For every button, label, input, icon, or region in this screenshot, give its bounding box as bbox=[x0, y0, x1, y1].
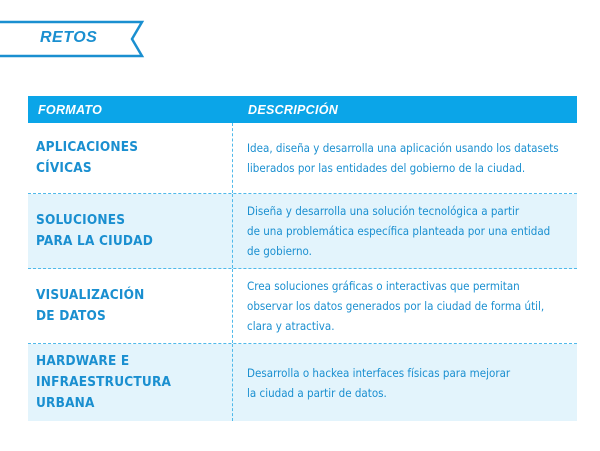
table-row bbox=[28, 269, 577, 344]
row-format: SOLUCIONES PARA LA CIUDAD bbox=[28, 194, 233, 268]
section-banner bbox=[0, 20, 152, 58]
header-description: DESCRIPCIÓN bbox=[248, 102, 339, 117]
table-header bbox=[28, 96, 577, 123]
row-description: Desarrolla o hackea interfaces físicas para mejorar la ciudad a partir de datos. bbox=[247, 365, 511, 400]
row-description: Diseña y desarrolla una solución tecnológica a partir de una problemática específica planteada por una entidad de gobierno. bbox=[247, 204, 551, 258]
header-format: FORMATO bbox=[38, 102, 103, 117]
row-description: Crea soluciones gráficas o interactivas que permitan observar los datos generados por la ciudad de forma útil, clara y atractiva. bbox=[247, 279, 545, 333]
table-row bbox=[28, 344, 577, 421]
row-description: Idea, diseña y desarrolla una aplicación usando los datasets liberados por las entidades del gobierno de la ciudad. bbox=[247, 141, 559, 175]
challenges-table bbox=[28, 96, 577, 421]
section-title: RETOS bbox=[40, 29, 98, 46]
row-format: HARDWARE E INFRAESTRUCTURA URBANA bbox=[28, 344, 233, 421]
table-row bbox=[28, 123, 577, 194]
row-format: APLICACIONES CÍVICAS bbox=[28, 123, 233, 193]
table-row bbox=[28, 194, 577, 269]
row-format: VISUALIZACIÓN DE DATOS bbox=[28, 269, 233, 343]
